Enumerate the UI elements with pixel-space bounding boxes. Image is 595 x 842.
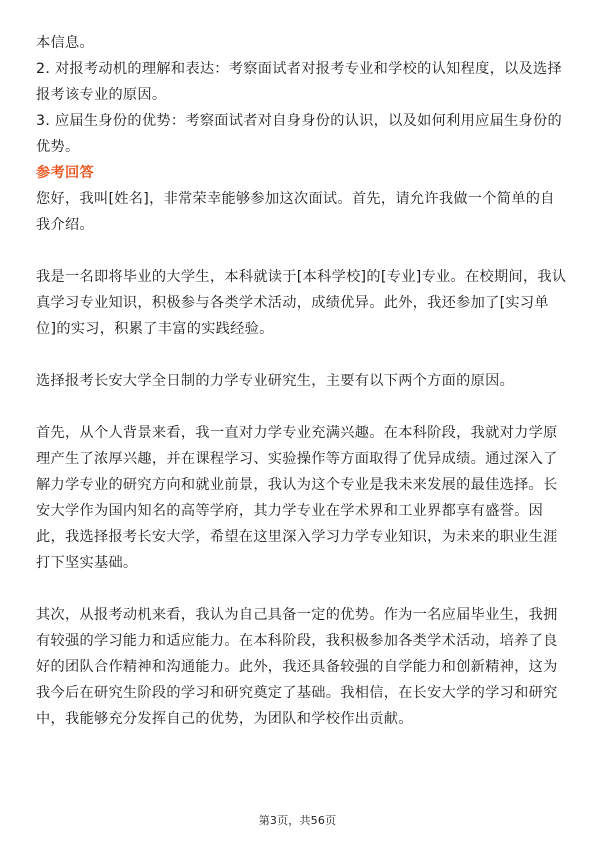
paragraph-gap <box>36 576 560 602</box>
intro-line: 本信息。 <box>36 35 94 51</box>
paragraph-line: 我是一名即将毕业的大学生，本科就读于[本科学校]的[专业]专业。在校期间，我认 <box>36 269 567 285</box>
page-footer: 第3页，共56页 <box>258 814 337 827</box>
paragraph <box>36 368 560 394</box>
paragraph-line: 此，我选择报考长安大学，希望在这里深入学习力学专业知识，为未来的职业生涯 <box>36 529 558 545</box>
paragraph-line: 中，我能够充分发挥自己的优势，为团队和学校作出贡献。 <box>36 711 413 727</box>
paragraph-line: 其次，从报考动机来看，我认为自己具备一定的优势。作为一名应届毕业生，我拥 <box>36 607 558 623</box>
paragraph-line: 安大学作为国内知名的高等学府，其力学专业在学术界和工业界都享有盛誉。因 <box>36 503 544 519</box>
intro-line: 3. 应届生身份的优势：考察面试者对自身身份的认识，以及如何利用应届生身份的 <box>36 113 563 129</box>
paragraph-line: 我今后在研究生阶段的学习和研究奠定了基础。我相信，在长安大学的学习和研究 <box>36 685 558 701</box>
paragraph-line: 理产生了浓厚兴趣，并在课程学习、实验操作等方面取得了优异成绩。通过深入了 <box>36 451 558 467</box>
paragraph <box>36 186 560 238</box>
paragraph-line: 解力学专业的研究方向和就业前景，我认为这个专业是我未来发展的最佳选择。长 <box>36 477 558 493</box>
paragraph-line: 真学习专业知识，积极参与各类学术活动，成绩优异。此外，我还参加了[实习单 <box>36 295 549 311</box>
intro-line: 报考该专业的原因。 <box>36 87 167 103</box>
paragraph-line: 位]的实习，积累了丰富的实践经验。 <box>36 321 274 337</box>
document-page <box>36 30 567 732</box>
paragraph-line: 我介绍。 <box>36 217 94 233</box>
paragraph-line: 打下坚实基础。 <box>36 555 138 571</box>
section-heading: 参考回答 <box>36 165 94 181</box>
paragraph <box>36 602 560 732</box>
intro-line: 优势。 <box>36 139 80 155</box>
paragraph-line: 您好，我叫[姓名]，非常荣幸能够参加这次面试。首先，请允许我做一个简单的自 <box>36 191 555 207</box>
paragraph-gap <box>36 394 560 420</box>
paragraph-line: 首先，从个人背景来看，我一直对力学专业充满兴趣。在本科阶段，我就对力学原 <box>36 425 558 441</box>
intro-section <box>36 30 563 160</box>
paragraph <box>36 264 567 342</box>
paragraph-line: 选择报考长安大学全日制的力学专业研究生，主要有以下两个方面的原因。 <box>36 373 515 389</box>
paragraph-gap <box>36 238 560 264</box>
paragraph-line: 有较强的学习能力和适应能力。在本科阶段，我积极参加各类学术活动，培养了良 <box>36 633 558 649</box>
paragraph-line: 好的团队合作精神和沟通能力。此外，我还具备较强的自学能力和创新精神，这为 <box>36 659 558 675</box>
intro-line: 2. 对报考动机的理解和表达：考察面试者对报考专业和学校的认知程度，以及选择 <box>36 61 563 77</box>
paragraph <box>36 420 560 576</box>
paragraph-gap <box>36 342 560 368</box>
